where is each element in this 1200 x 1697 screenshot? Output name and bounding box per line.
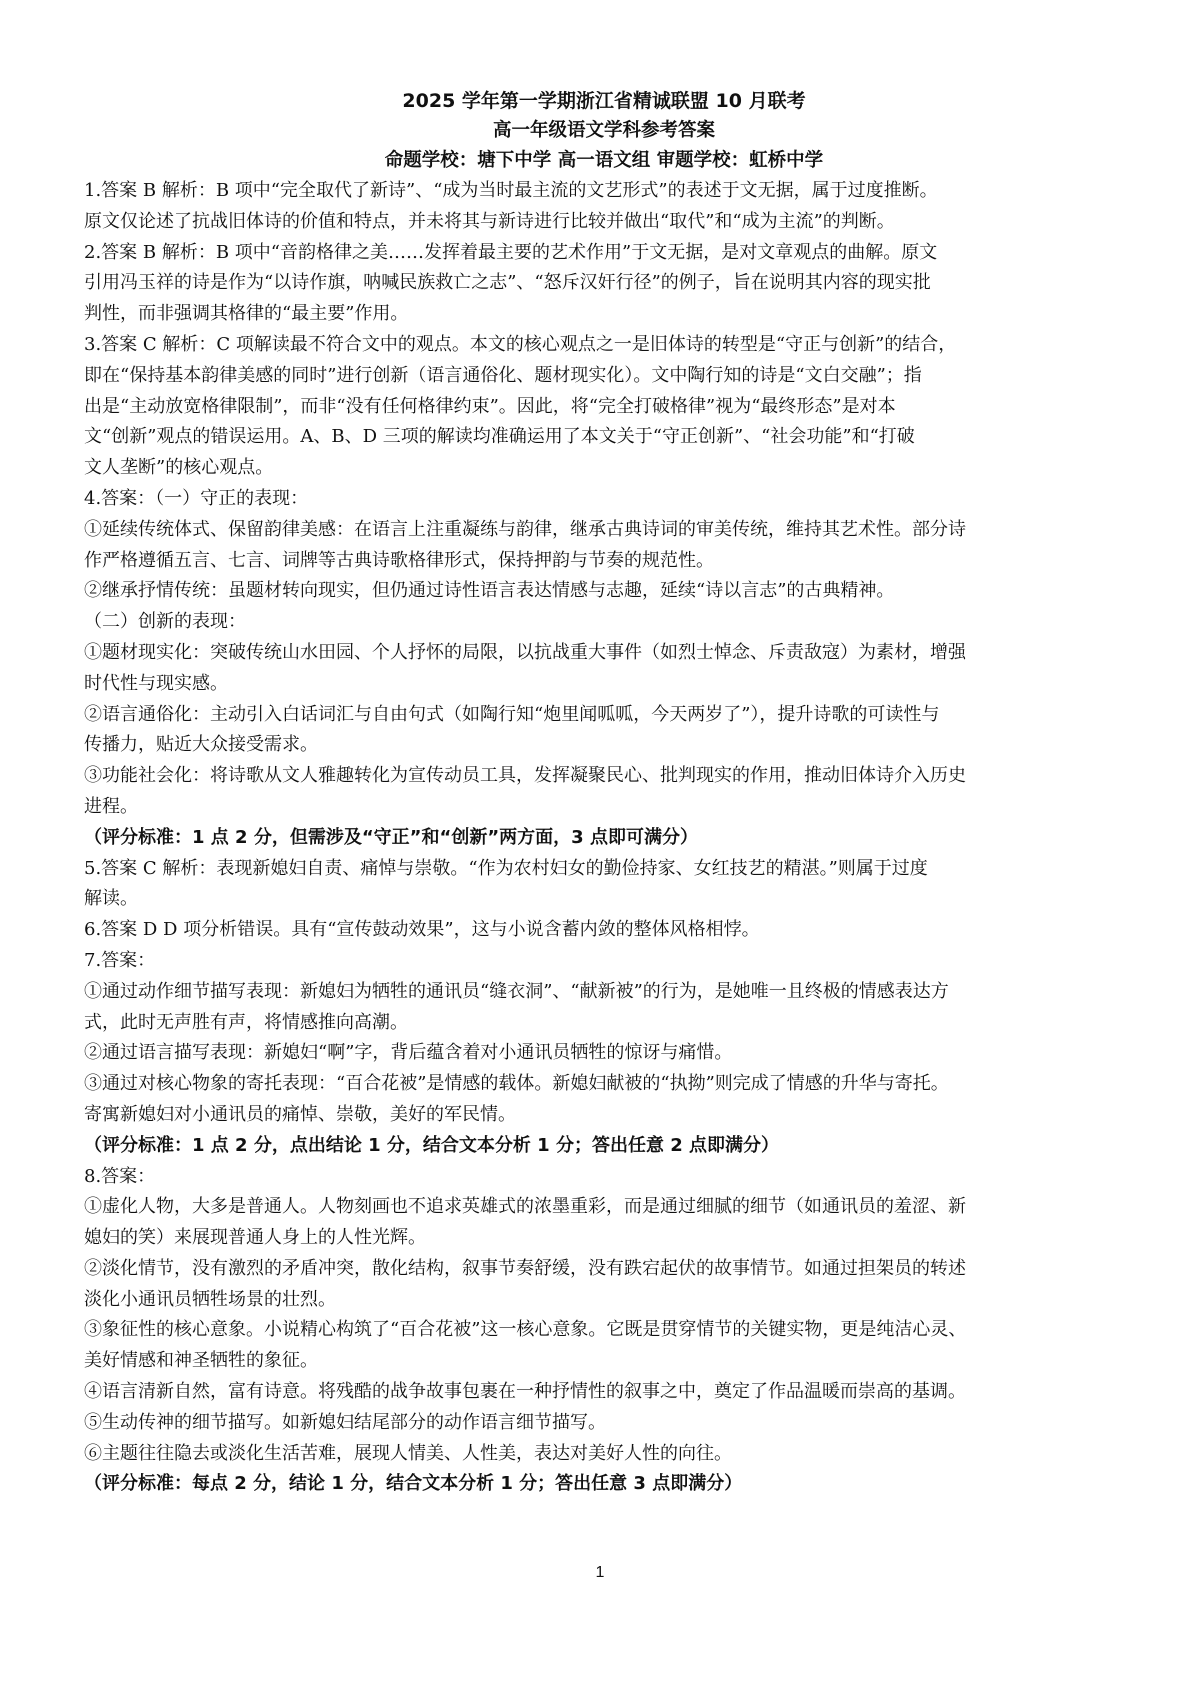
text-line: ①虚化人物，大多是普通人。人物刻画也不追求英雄式的浓墨重彩，而是通过细腻的细节（如通讯员的羞涩、新: [84, 1196, 966, 1218]
text-line: 淡化小通讯员牺牲场景的壮烈。: [84, 1288, 336, 1310]
text-line: 即在“保持基本韵律美感的同时”进行创新（语言通俗化、题材现实化）。文中陶行知的诗是“文白交融”；指: [84, 364, 922, 386]
text-line: ②通过语言描写表现：新媳妇“啊”字，背后蕴含着对小通讯员牺牲的惊讶与痛惜。: [84, 1042, 733, 1064]
text-line: 8.答案：: [84, 1165, 156, 1187]
school-credits: 命题学校：塘下中学 高一语文组 审题学校：虹桥中学: [384, 150, 824, 171]
text-line: 解读。: [84, 888, 138, 910]
text-line: 美好情感和神圣牺牲的象征。: [84, 1350, 318, 1372]
text-line: 文“创新”观点的错误运用。A、B、D 三项的解读均准确运用了本文关于“守正创新”、“社会功能”和“打破: [84, 426, 915, 448]
text-line: 作严格遵循五言、七言、词牌等古典诗歌格律形式，保持押韵与节奏的规范性。: [84, 549, 714, 571]
text-line: 引用冯玉祥的诗是作为“以诗作旗，呐喊民族救亡之志”、“怒斥汉奸行径”的例子，旨在说明其内容的现实批: [84, 272, 931, 294]
text-line: ①题材现实化：突破传统山水田园、个人抒怀的局限，以抗战重大事件（如烈士悼念、斥责敌寇）为素材，增强: [84, 641, 966, 663]
text-line: 7.答案：: [84, 949, 156, 971]
text-line: ①通过动作细节描写表现：新媳妇为牺牲的通讯员“缝衣洞”、“献新被”的行为，是她唯一且终极的情感表达方: [84, 980, 949, 1002]
text-line: 时代性与现实感。: [84, 672, 228, 694]
text-line: 3.答案 C 解析：C 项解读最不符合文中的观点。本文的核心观点之一是旧体诗的转型是“守正与创新”的结合，: [84, 333, 957, 355]
text-line: 原文仅论述了抗战旧体诗的价值和特点，并未将其与新诗进行比较并做出“取代”和“成为主流”的判断。: [84, 210, 895, 232]
document-subtitle: 高一年级语文学科参考答案: [492, 120, 715, 141]
text-line: 5.答案 C 解析：表现新媳妇自责、痛悼与崇敬。“作为农村妇女的勤俭持家、女红技艺的精湛。”则属于过度: [84, 857, 928, 879]
text-line: ①延续传统体式、保留韵律美感：在语言上注重凝练与韵律，继承古典诗词的审美传统，维持其艺术性。部分诗: [84, 518, 966, 540]
text-line: ⑥主题往往隐去或淡化生活苦难，展现人情美、人性美，表达对美好人性的向往。: [84, 1442, 732, 1464]
text-line: 出是“主动放宽格律限制”，而非“没有任何格律约束”。因此，将“完全打破格律”视为“最终形态”是对本: [84, 395, 896, 417]
scoring-criteria: （评分标准：1 点 2 分，但需涉及“守正”和“创新”两方面，3 点即可满分）: [84, 826, 698, 848]
text-line: 媳妇的笑）来展现普通人身上的人性光辉。: [84, 1227, 426, 1249]
text-line: ⑤生动传神的细节描写。如新媳妇结尾部分的动作语言细节描写。: [84, 1411, 606, 1433]
text-line: ②语言通俗化：主动引入白话词汇与自由句式（如陶行知“炮里闻呱呱，今天两岁了”），提升诗歌的可读性与: [84, 703, 940, 725]
text-line: 判性，而非强调其格律的“最主要”作用。: [84, 303, 409, 325]
text-line: （二）创新的表现：: [84, 611, 246, 633]
document-title: 2025 学年第一学期浙江省精诚联盟 10 月联考: [402, 90, 806, 112]
scoring-criteria: （评分标准：每点 2 分，结论 1 分，结合文本分析 1 分；答出任意 3 点即满分）: [84, 1473, 743, 1495]
page-number: 1: [595, 1564, 605, 1581]
text-line: 1.答案 B 解析：B 项中“完全取代了新诗”、“成为当时最主流的文艺形式”的表述于文无据，属于过度推断。: [84, 180, 938, 201]
answer-body: [84, 176, 1124, 1500]
answer-document: [84, 86, 1124, 1500]
text-line: 4.答案：（一）守正的表现：: [84, 487, 309, 509]
text-line: 2.答案 B 解析：B 项中“音韵格律之美……发挥着最主要的艺术作用”于文无据，是对文章观点的曲解。原文: [84, 241, 938, 263]
scoring-criteria: （评分标准：1 点 2 分，点出结论 1 分，结合文本分析 1 分；答出任意 2 点即满分）: [84, 1134, 780, 1156]
text-line: ④语言清新自然，富有诗意。将残酷的战争故事包裹在一种抒情性的叙事之中，奠定了作品温暖而崇高的基调。: [84, 1381, 966, 1403]
text-line: ③通过对核心物象的寄托表现：“百合花被”是情感的载体。新媳妇献被的“执拗”则完成了情感的升华与寄托。: [84, 1073, 949, 1095]
text-line: ③功能社会化：将诗歌从文人雅趣转化为宣传动员工具，发挥凝聚民心、批判现实的作用，推动旧体诗介入历史: [84, 765, 966, 787]
text-line: 寄寓新媳妇对小通讯员的痛悼、崇敬，美好的军民情。: [84, 1103, 516, 1125]
text-line: ②继承抒情传统：虽题材转向现实，但仍通过诗性语言表达情感与志趣，延续“诗以言志”的古典精神。: [84, 580, 895, 602]
text-line: ②淡化情节，没有激烈的矛盾冲突，散化结构，叙事节奏舒缓，没有跌宕起伏的故事情节。如通过担架员的转述: [84, 1257, 966, 1279]
text-line: 文人垄断”的核心观点。: [84, 457, 274, 479]
text-line: 进程。: [84, 795, 138, 817]
text-line: 传播力，贴近大众接受需求。: [84, 734, 318, 756]
text-line: 6.答案 D D 项分析错误。具有“宣传鼓动效果”，这与小说含蓄内敛的整体风格相悖。: [84, 919, 760, 941]
text-line: ③象征性的核心意象。小说精心构筑了“百合花被”这一核心意象。它既是贯穿情节的关键实物，更是纯洁心灵、: [84, 1319, 967, 1341]
text-line: 式，此时无声胜有声，将情感推向高潮。: [84, 1011, 408, 1033]
